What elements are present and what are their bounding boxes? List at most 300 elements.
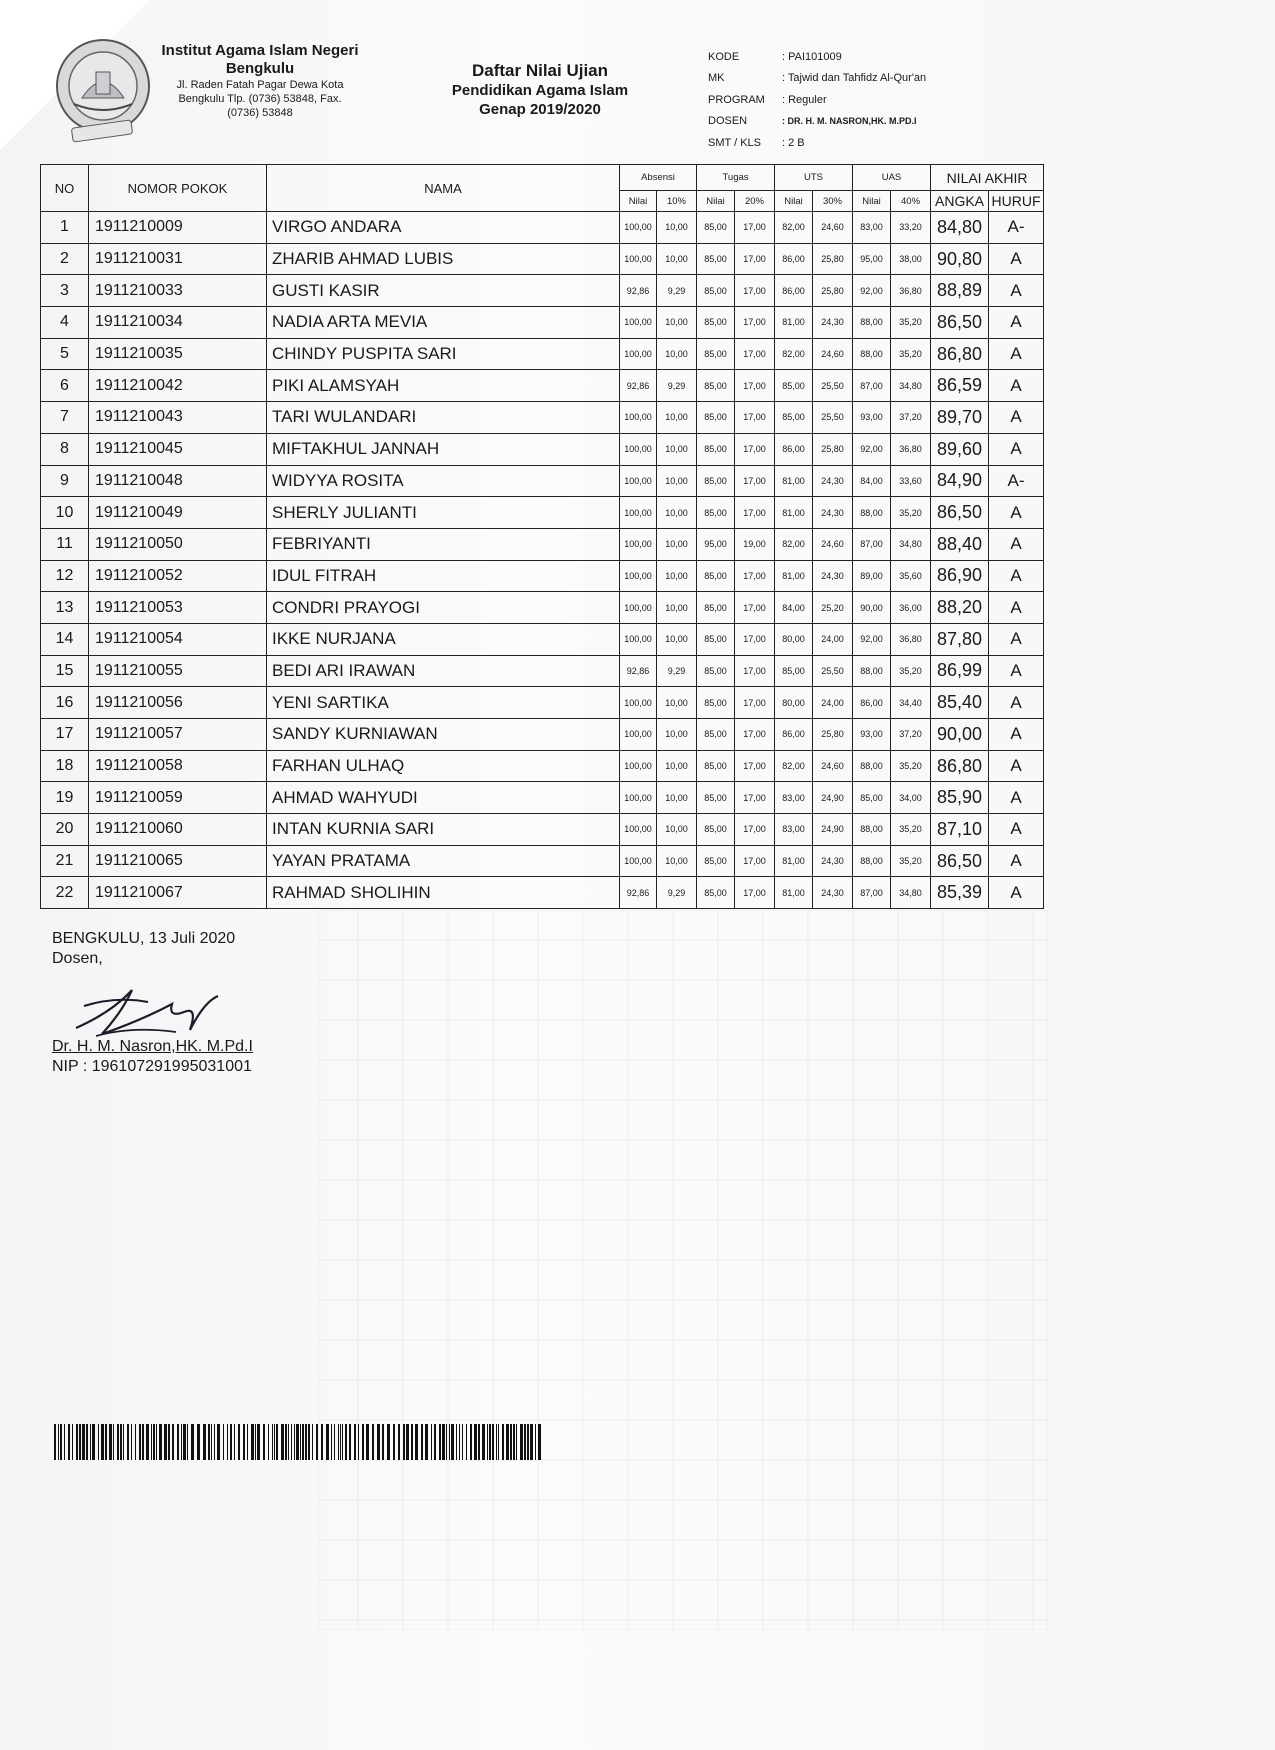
uas-percent-cell: 35,20 [891,814,931,846]
tugas-percent-cell: 17,00 [735,687,775,719]
barcode-bar [92,1424,95,1460]
absensi-nilai-cell: 100,00 [620,719,657,751]
barcode-bar [257,1424,260,1460]
nomor-pokok-cell: 1911210049 [89,497,267,529]
absensi-nilai-cell: 100,00 [620,307,657,339]
barcode-bar [535,1424,536,1460]
barcode-bar [446,1424,447,1460]
angka-cell: 87,10 [931,814,989,846]
nomor-pokok-cell: 1911210034 [89,307,267,339]
meta-key: MK [708,72,725,85]
institution-block [140,42,380,120]
tugas-nilai-cell: 95,00 [697,528,735,560]
uts-percent-cell: 24,60 [813,212,853,244]
barcode-bar [312,1424,313,1460]
nomor-pokok-cell: 1911210043 [89,402,267,434]
uts-nilai-cell: 81,00 [775,845,813,877]
angka-cell: 86,50 [931,845,989,877]
document-title-block [420,60,660,119]
barcode-bar [230,1424,232,1460]
barcode-bar [208,1424,210,1460]
huruf-cell: A [989,814,1044,846]
absensi-nilai-cell: 100,00 [620,465,657,497]
barcode-bar [79,1424,81,1460]
huruf-cell: A [989,402,1044,434]
barcode-bar [263,1424,265,1460]
subheader-nilai: Nilai [697,191,735,212]
tugas-nilai-cell: 85,00 [697,338,735,370]
uts-nilai-cell: 84,00 [775,592,813,624]
nomor-pokok-cell: 1911210054 [89,623,267,655]
subheader-percent: 30% [813,191,853,212]
huruf-cell: A- [989,212,1044,244]
table-row [41,433,1044,465]
uas-nilai-cell: 93,00 [853,402,891,434]
nomor-pokok-cell: 1911210033 [89,275,267,307]
absensi-percent-cell: 10,00 [657,750,697,782]
barcode-bar [342,1424,343,1460]
barcode-bar [183,1424,186,1460]
uas-percent-cell: 34,00 [891,782,931,814]
uts-nilai-cell: 85,00 [775,370,813,402]
barcode-bar [358,1424,359,1460]
nomor-pokok-cell: 1911210067 [89,877,267,909]
huruf-cell: A [989,307,1044,339]
barcode-bar [274,1424,275,1460]
barcode-bar [362,1424,364,1460]
uas-nilai-cell: 83,00 [853,212,891,244]
angka-cell: 86,99 [931,655,989,687]
barcode-bar [393,1424,395,1460]
huruf-cell: A [989,845,1044,877]
table-row [41,750,1044,782]
meta-row [708,132,926,154]
subheader-percent: 20% [735,191,775,212]
tugas-percent-cell: 17,00 [735,623,775,655]
barcode-bar [482,1424,485,1460]
barcode-bar [223,1424,224,1460]
row-number: 22 [41,877,89,909]
table-header-row [41,165,1044,191]
uts-percent-cell: 25,80 [813,719,853,751]
angka-cell: 89,70 [931,402,989,434]
barcode-bar [68,1424,70,1460]
uts-nilai-cell: 86,00 [775,275,813,307]
barcode-bar [285,1424,287,1460]
barcode-bar [506,1424,509,1460]
barcode-bar [243,1424,245,1460]
table-row [41,402,1044,434]
row-number: 1 [41,212,89,244]
barcode-bar [294,1424,295,1460]
table-row [41,814,1044,846]
uts-percent-cell: 25,80 [813,275,853,307]
barcode-bar [120,1424,122,1460]
uas-nilai-cell: 88,00 [853,307,891,339]
barcode-bar [113,1424,114,1460]
barcode-bar [90,1424,91,1460]
barcode-bar [366,1424,369,1460]
barcode-bar [431,1424,432,1460]
nama-cell: ZHARIB AHMAD LUBIS [267,243,620,275]
barcode-bar [172,1424,174,1460]
absensi-nilai-cell: 100,00 [620,592,657,624]
huruf-cell: A [989,687,1044,719]
uas-nilai-cell: 87,00 [853,528,891,560]
absensi-nilai-cell: 100,00 [620,338,657,370]
barcode-bar [156,1424,157,1460]
huruf-cell: A [989,592,1044,624]
tugas-nilai-cell: 85,00 [697,782,735,814]
angka-cell: 87,80 [931,623,989,655]
barcode-bar [168,1424,170,1460]
meta-value: : PAI101009 [782,50,842,63]
row-number: 13 [41,592,89,624]
barcode-bar [331,1424,332,1460]
uas-nilai-cell: 89,00 [853,560,891,592]
nama-cell: AHMAD WAHYUDI [267,782,620,814]
uts-nilai-cell: 82,00 [775,528,813,560]
barcode-bar [421,1424,423,1460]
barcode-bar [425,1424,428,1460]
absensi-nilai-cell: 92,86 [620,877,657,909]
uas-nilai-cell: 92,00 [853,275,891,307]
absensi-percent-cell: 10,00 [657,782,697,814]
tugas-nilai-cell: 85,00 [697,243,735,275]
row-number: 2 [41,243,89,275]
document-subtitle: Pendidikan Agama Islam [451,82,629,99]
nomor-pokok-cell: 1911210065 [89,845,267,877]
uas-nilai-cell: 87,00 [853,370,891,402]
uas-percent-cell: 35,20 [891,497,931,529]
uas-percent-cell: 35,20 [891,750,931,782]
tugas-nilai-cell: 85,00 [697,402,735,434]
uas-nilai-cell: 88,00 [853,750,891,782]
tugas-percent-cell: 17,00 [735,275,775,307]
angka-cell: 86,90 [931,560,989,592]
tugas-percent-cell: 17,00 [735,655,775,687]
angka-cell: 84,80 [931,212,989,244]
barcode-bar [159,1424,162,1460]
table-row [41,497,1044,529]
huruf-cell: A [989,655,1044,687]
meta-key: DOSEN [708,115,748,128]
angka-cell: 90,80 [931,243,989,275]
angka-cell: 88,89 [931,275,989,307]
uts-percent-cell: 25,20 [813,592,853,624]
subheader-percent: 10% [657,191,697,212]
row-number: 19 [41,782,89,814]
uts-nilai-cell: 81,00 [775,307,813,339]
tugas-percent-cell: 17,00 [735,243,775,275]
uas-percent-cell: 35,60 [891,560,931,592]
angka-cell: 84,90 [931,465,989,497]
uts-nilai-cell: 80,00 [775,623,813,655]
nama-cell: WIDYYA ROSITA [267,465,620,497]
row-number: 14 [41,623,89,655]
header-nama: NAMA [267,165,620,212]
row-number: 18 [41,750,89,782]
absensi-percent-cell: 10,00 [657,814,697,846]
absensi-percent-cell: 10,00 [657,402,697,434]
uas-percent-cell: 36,80 [891,623,931,655]
uas-percent-cell: 36,80 [891,433,931,465]
barcode-bar [326,1424,329,1460]
tugas-percent-cell: 17,00 [735,845,775,877]
subheader-nilai: Nilai [853,191,891,212]
uts-nilai-cell: 86,00 [775,243,813,275]
absensi-nilai-cell: 100,00 [620,750,657,782]
barcode-bar [211,1424,212,1460]
huruf-cell: A [989,370,1044,402]
barcode-bar [398,1424,400,1460]
uas-percent-cell: 33,60 [891,465,931,497]
absensi-percent-cell: 10,00 [657,687,697,719]
header-nilai-akhir: NILAI AKHIR [931,165,1044,191]
nama-cell: CONDRI PRAYOGI [267,592,620,624]
angka-cell: 86,50 [931,307,989,339]
nama-cell: GUSTI KASIR [267,275,620,307]
nomor-pokok-cell: 1911210057 [89,719,267,751]
subheader-nilai: Nilai [620,191,657,212]
uts-percent-cell: 25,50 [813,370,853,402]
huruf-cell: A [989,275,1044,307]
uts-percent-cell: 24,90 [813,814,853,846]
uts-percent-cell: 24,90 [813,782,853,814]
row-number: 4 [41,307,89,339]
absensi-nilai-cell: 92,86 [620,370,657,402]
barcode-bar [217,1424,220,1460]
barcode-bar [496,1424,497,1460]
uts-percent-cell: 24,30 [813,465,853,497]
nomor-pokok-cell: 1911210050 [89,528,267,560]
barcode-bar [164,1424,167,1460]
row-number: 5 [41,338,89,370]
barcode-bar [321,1424,323,1460]
nama-cell: FARHAN ULHAQ [267,750,620,782]
header-uas: UAS [853,165,931,191]
absensi-nilai-cell: 92,86 [620,655,657,687]
row-number: 3 [41,275,89,307]
uas-nilai-cell: 90,00 [853,592,891,624]
barcode-bar [101,1424,104,1460]
table-row [41,592,1044,624]
tugas-nilai-cell: 85,00 [697,212,735,244]
tugas-nilai-cell: 85,00 [697,877,735,909]
tugas-nilai-cell: 85,00 [697,370,735,402]
table-row [41,338,1044,370]
barcode-bar [58,1424,59,1460]
uas-nilai-cell: 88,00 [853,497,891,529]
tugas-percent-cell: 17,00 [735,814,775,846]
uts-nilai-cell: 81,00 [775,497,813,529]
barcode-bar [502,1424,504,1460]
meta-row [708,46,926,68]
angka-cell: 89,60 [931,433,989,465]
barcode-bar [538,1424,541,1460]
uas-percent-cell: 36,00 [891,592,931,624]
absensi-nilai-cell: 100,00 [620,560,657,592]
nomor-pokok-cell: 1911210035 [89,338,267,370]
uts-percent-cell: 24,30 [813,845,853,877]
nama-cell: VIRGO ANDARA [267,212,620,244]
huruf-cell: A [989,623,1044,655]
absensi-percent-cell: 10,00 [657,528,697,560]
tugas-percent-cell: 17,00 [735,307,775,339]
barcode-bar [72,1424,73,1460]
nomor-pokok-cell: 1911210045 [89,433,267,465]
header-uts: UTS [775,165,853,191]
nomor-pokok-cell: 1911210058 [89,750,267,782]
huruf-cell: A [989,782,1044,814]
absensi-percent-cell: 10,00 [657,465,697,497]
barcode-bar [268,1424,269,1460]
barcode-bar [372,1424,374,1460]
uas-nilai-cell: 87,00 [853,877,891,909]
barcode-bar [527,1424,529,1460]
barcode-bar [442,1424,445,1460]
nomor-pokok-cell: 1911210048 [89,465,267,497]
uas-percent-cell: 33,20 [891,212,931,244]
angka-cell: 86,80 [931,750,989,782]
barcode-bar [76,1424,78,1460]
uas-percent-cell: 34,80 [891,528,931,560]
absensi-percent-cell: 10,00 [657,845,697,877]
uts-nilai-cell: 86,00 [775,719,813,751]
row-number: 11 [41,528,89,560]
uts-percent-cell: 25,50 [813,655,853,687]
table-row [41,782,1044,814]
uas-percent-cell: 35,20 [891,655,931,687]
row-number: 9 [41,465,89,497]
uts-percent-cell: 25,50 [813,402,853,434]
barcode-bar [291,1424,292,1460]
barcode-bar [300,1424,301,1460]
absensi-nilai-cell: 100,00 [620,845,657,877]
barcode-bar [406,1424,409,1460]
barcode-bar [510,1424,512,1460]
barcode-bar [181,1424,182,1460]
barcode-bar [466,1424,467,1460]
tugas-nilai-cell: 85,00 [697,307,735,339]
barcode-bar [276,1424,278,1460]
course-meta [708,46,926,154]
barcode-bar [123,1424,124,1460]
nama-cell: TARI WULANDARI [267,402,620,434]
barcode-bar [492,1424,494,1460]
angka-cell: 90,00 [931,719,989,751]
place-date: BENGKULU, 13 Juli 2020 [52,930,236,947]
header-nomor-pokok: NOMOR POKOK [89,165,267,212]
tugas-nilai-cell: 85,00 [697,845,735,877]
huruf-cell: A [989,243,1044,275]
tugas-nilai-cell: 85,00 [697,465,735,497]
uas-percent-cell: 36,80 [891,275,931,307]
tugas-percent-cell: 17,00 [735,338,775,370]
uts-percent-cell: 24,30 [813,877,853,909]
nomor-pokok-cell: 1911210053 [89,592,267,624]
tugas-nilai-cell: 85,00 [697,719,735,751]
absensi-percent-cell: 10,00 [657,719,697,751]
barcode-bar [305,1424,307,1460]
huruf-cell: A [989,719,1044,751]
barcode-bar [238,1424,240,1460]
absensi-nilai-cell: 100,00 [620,623,657,655]
uts-nilai-cell: 83,00 [775,782,813,814]
uas-nilai-cell: 84,00 [853,465,891,497]
uts-nilai-cell: 85,00 [775,402,813,434]
uas-nilai-cell: 92,00 [853,623,891,655]
document-period: Genap 2019/2020 [479,101,601,118]
uts-nilai-cell: 81,00 [775,560,813,592]
barcode-bar [105,1424,107,1460]
nama-cell: BEDI ARI IRAWAN [267,655,620,687]
barcode-bar [524,1424,526,1460]
table-body [41,212,1044,909]
huruf-cell: A- [989,465,1044,497]
tugas-percent-cell: 19,00 [735,528,775,560]
institution-logo [52,36,154,146]
uts-percent-cell: 24,30 [813,307,853,339]
absensi-nilai-cell: 100,00 [620,814,657,846]
signatory-nip: NIP : 196107291995031001 [52,1058,252,1075]
absensi-percent-cell: 10,00 [657,243,697,275]
uts-percent-cell: 24,60 [813,750,853,782]
nama-cell: INTAN KURNIA SARI [267,814,620,846]
absensi-nilai-cell: 100,00 [620,243,657,275]
tugas-percent-cell: 17,00 [735,370,775,402]
barcode-bar [345,1424,347,1460]
row-number: 10 [41,497,89,529]
tugas-percent-cell: 17,00 [735,433,775,465]
barcode-bar [177,1424,179,1460]
barcode-bar [434,1424,436,1460]
grades-table [40,164,1044,909]
table-row [41,528,1044,560]
uas-nilai-cell: 86,00 [853,687,891,719]
barcode-bar [349,1424,351,1460]
nama-cell: IDUL FITRAH [267,560,620,592]
barcode-bar [489,1424,491,1460]
uas-percent-cell: 34,80 [891,877,931,909]
barcode-bar [247,1424,248,1460]
huruf-cell: A [989,433,1044,465]
subheader-angka: ANGKA [931,191,989,212]
uts-nilai-cell: 85,00 [775,655,813,687]
barcode-bar [498,1424,499,1460]
tugas-percent-cell: 17,00 [735,465,775,497]
table-row [41,877,1044,909]
uas-nilai-cell: 88,00 [853,845,891,877]
absensi-percent-cell: 9,29 [657,655,697,687]
barcode-bar [98,1424,99,1460]
uas-nilai-cell: 85,00 [853,782,891,814]
barcode-bar [117,1424,119,1460]
row-number: 16 [41,687,89,719]
barcode-bar [474,1424,477,1460]
uas-percent-cell: 34,40 [891,687,931,719]
tugas-nilai-cell: 85,00 [697,433,735,465]
nama-cell: SANDY KURNIAWAN [267,719,620,751]
barcode-bar [109,1424,112,1460]
angka-cell: 85,39 [931,877,989,909]
meta-value: : Reguler [782,93,827,106]
tugas-nilai-cell: 85,00 [697,592,735,624]
uas-nilai-cell: 92,00 [853,433,891,465]
nomor-pokok-cell: 1911210009 [89,212,267,244]
meta-row [708,68,926,90]
table-row [41,560,1044,592]
